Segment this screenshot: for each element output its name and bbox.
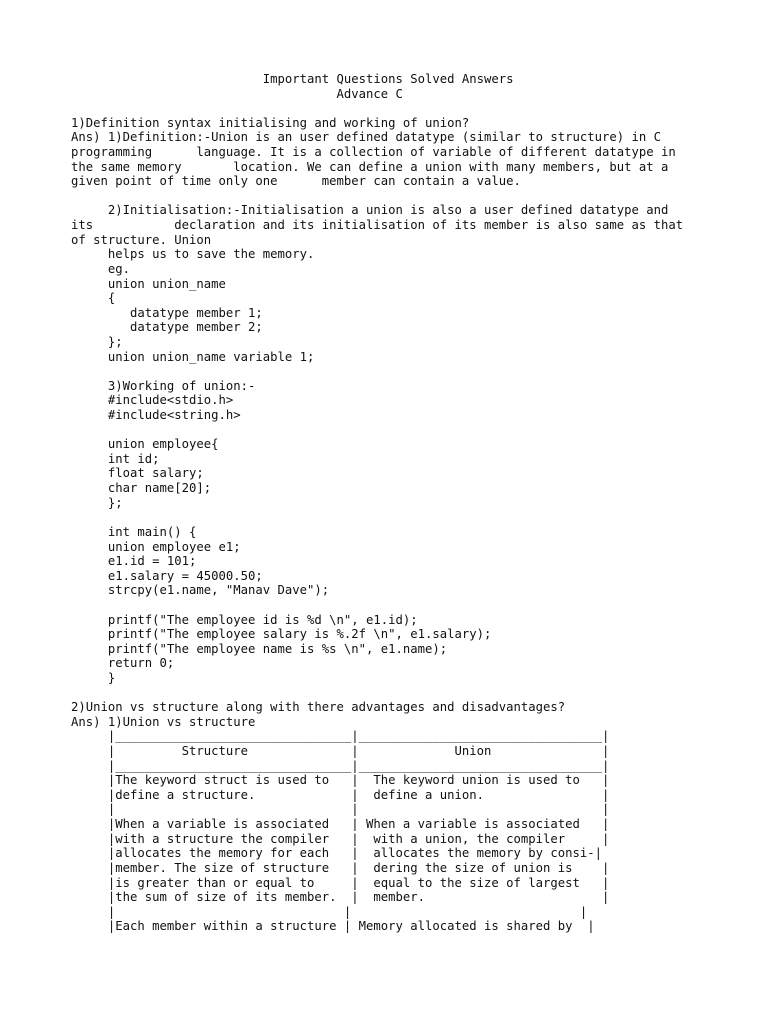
document-line: |the sum of size of its member. | member. |	[71, 890, 610, 905]
document-line: char name[20];	[71, 481, 212, 496]
document-line: its declaration and its initialisation of its member is also same as that	[71, 218, 684, 233]
document-line	[71, 423, 683, 438]
document-line: printf("The employee name is %s \n", e1.name);	[71, 641, 448, 656]
document-line	[71, 510, 683, 525]
document-line: | Structure | Union |	[71, 744, 610, 759]
document-line: |allocates the memory for each | allocates the memory by consi-|	[71, 846, 603, 861]
document-line: |Each member within a structure | Memory allocated is shared by |	[71, 919, 595, 934]
document-line: strcpy(e1.name, "Manav Dave");	[71, 583, 330, 598]
document-line: |is greater than or equal to | equal to the size of largest |	[71, 875, 610, 890]
document-line: programming language. It is a collection of variable of different datatype in	[71, 145, 676, 160]
document-line: Important Questions Solved Answers	[71, 72, 514, 86]
document-line: int main() {	[71, 524, 197, 539]
document-line: 3)Working of union:-	[71, 378, 256, 393]
document-line: union union_name variable 1;	[71, 349, 315, 364]
document-line: given point of time only one member can contain a value.	[71, 174, 521, 189]
document-line: |with a structure the compiler | with a union, the compiler |	[71, 831, 610, 846]
document-line: {	[71, 291, 116, 306]
document-line: |________________________________|_________________________________|	[71, 758, 610, 773]
document-line: union employee e1;	[71, 539, 241, 554]
document-line: datatype member 1;	[71, 305, 263, 320]
document-line: };	[71, 495, 123, 510]
document-line: |When a variable is associated | When a variable is associated |	[71, 817, 610, 832]
document-line: |define a structure. | define a union. |	[71, 787, 610, 802]
document-line: Advance C	[71, 86, 403, 101]
document-line: return 0;	[71, 656, 175, 671]
document-line: union employee{	[71, 437, 219, 452]
document-line: Ans) 1)Union vs structure	[71, 714, 256, 729]
document-line: the same memory location. We can define a union with many members, but at a	[71, 159, 669, 174]
document-line: helps us to save the memory.	[71, 247, 315, 262]
document-line: | | |	[71, 904, 588, 919]
document-line: e1.id = 101;	[71, 554, 197, 569]
document-line: union union_name	[71, 276, 226, 291]
document-line: 1)Definition syntax initialising and working of union?	[71, 115, 470, 130]
document-line: |The keyword struct is used to | The keyword union is used to |	[71, 773, 610, 788]
document-line: datatype member 2;	[71, 320, 263, 335]
document-line	[71, 364, 683, 379]
document-line: };	[71, 334, 123, 349]
document-line: 2)Union vs structure along with there advantages and disadvantages?	[71, 700, 566, 715]
document-body	[71, 72, 683, 934]
document-line: 2)Initialisation:-Initialisation a union is also a user defined datatype and	[71, 203, 669, 218]
document-line: }	[71, 670, 116, 685]
document-line: int id;	[71, 451, 160, 466]
document-line: |________________________________|_________________________________|	[71, 729, 610, 744]
document-line: e1.salary = 45000.50;	[71, 568, 263, 583]
document-line: float salary;	[71, 466, 204, 481]
document-line	[71, 598, 683, 613]
document-line: #include<stdio.h>	[71, 393, 234, 408]
document-line: of structure. Union	[71, 232, 212, 247]
document-line	[71, 189, 683, 204]
document-line: eg.	[71, 261, 131, 276]
document-line: #include<string.h>	[71, 408, 241, 423]
document-line: |member. The size of structure | dering the size of union is |	[71, 860, 610, 875]
document-line: printf("The employee salary is %.2f \n", e1.salary);	[71, 627, 492, 642]
document-line	[71, 686, 683, 701]
document-line: printf("The employee id is %d \n", e1.id);	[71, 612, 418, 627]
document-line: Ans) 1)Definition:-Union is an user defined datatype (similar to structure) in C	[71, 130, 662, 145]
document-line	[71, 101, 683, 116]
document-line: | | |	[71, 802, 610, 817]
